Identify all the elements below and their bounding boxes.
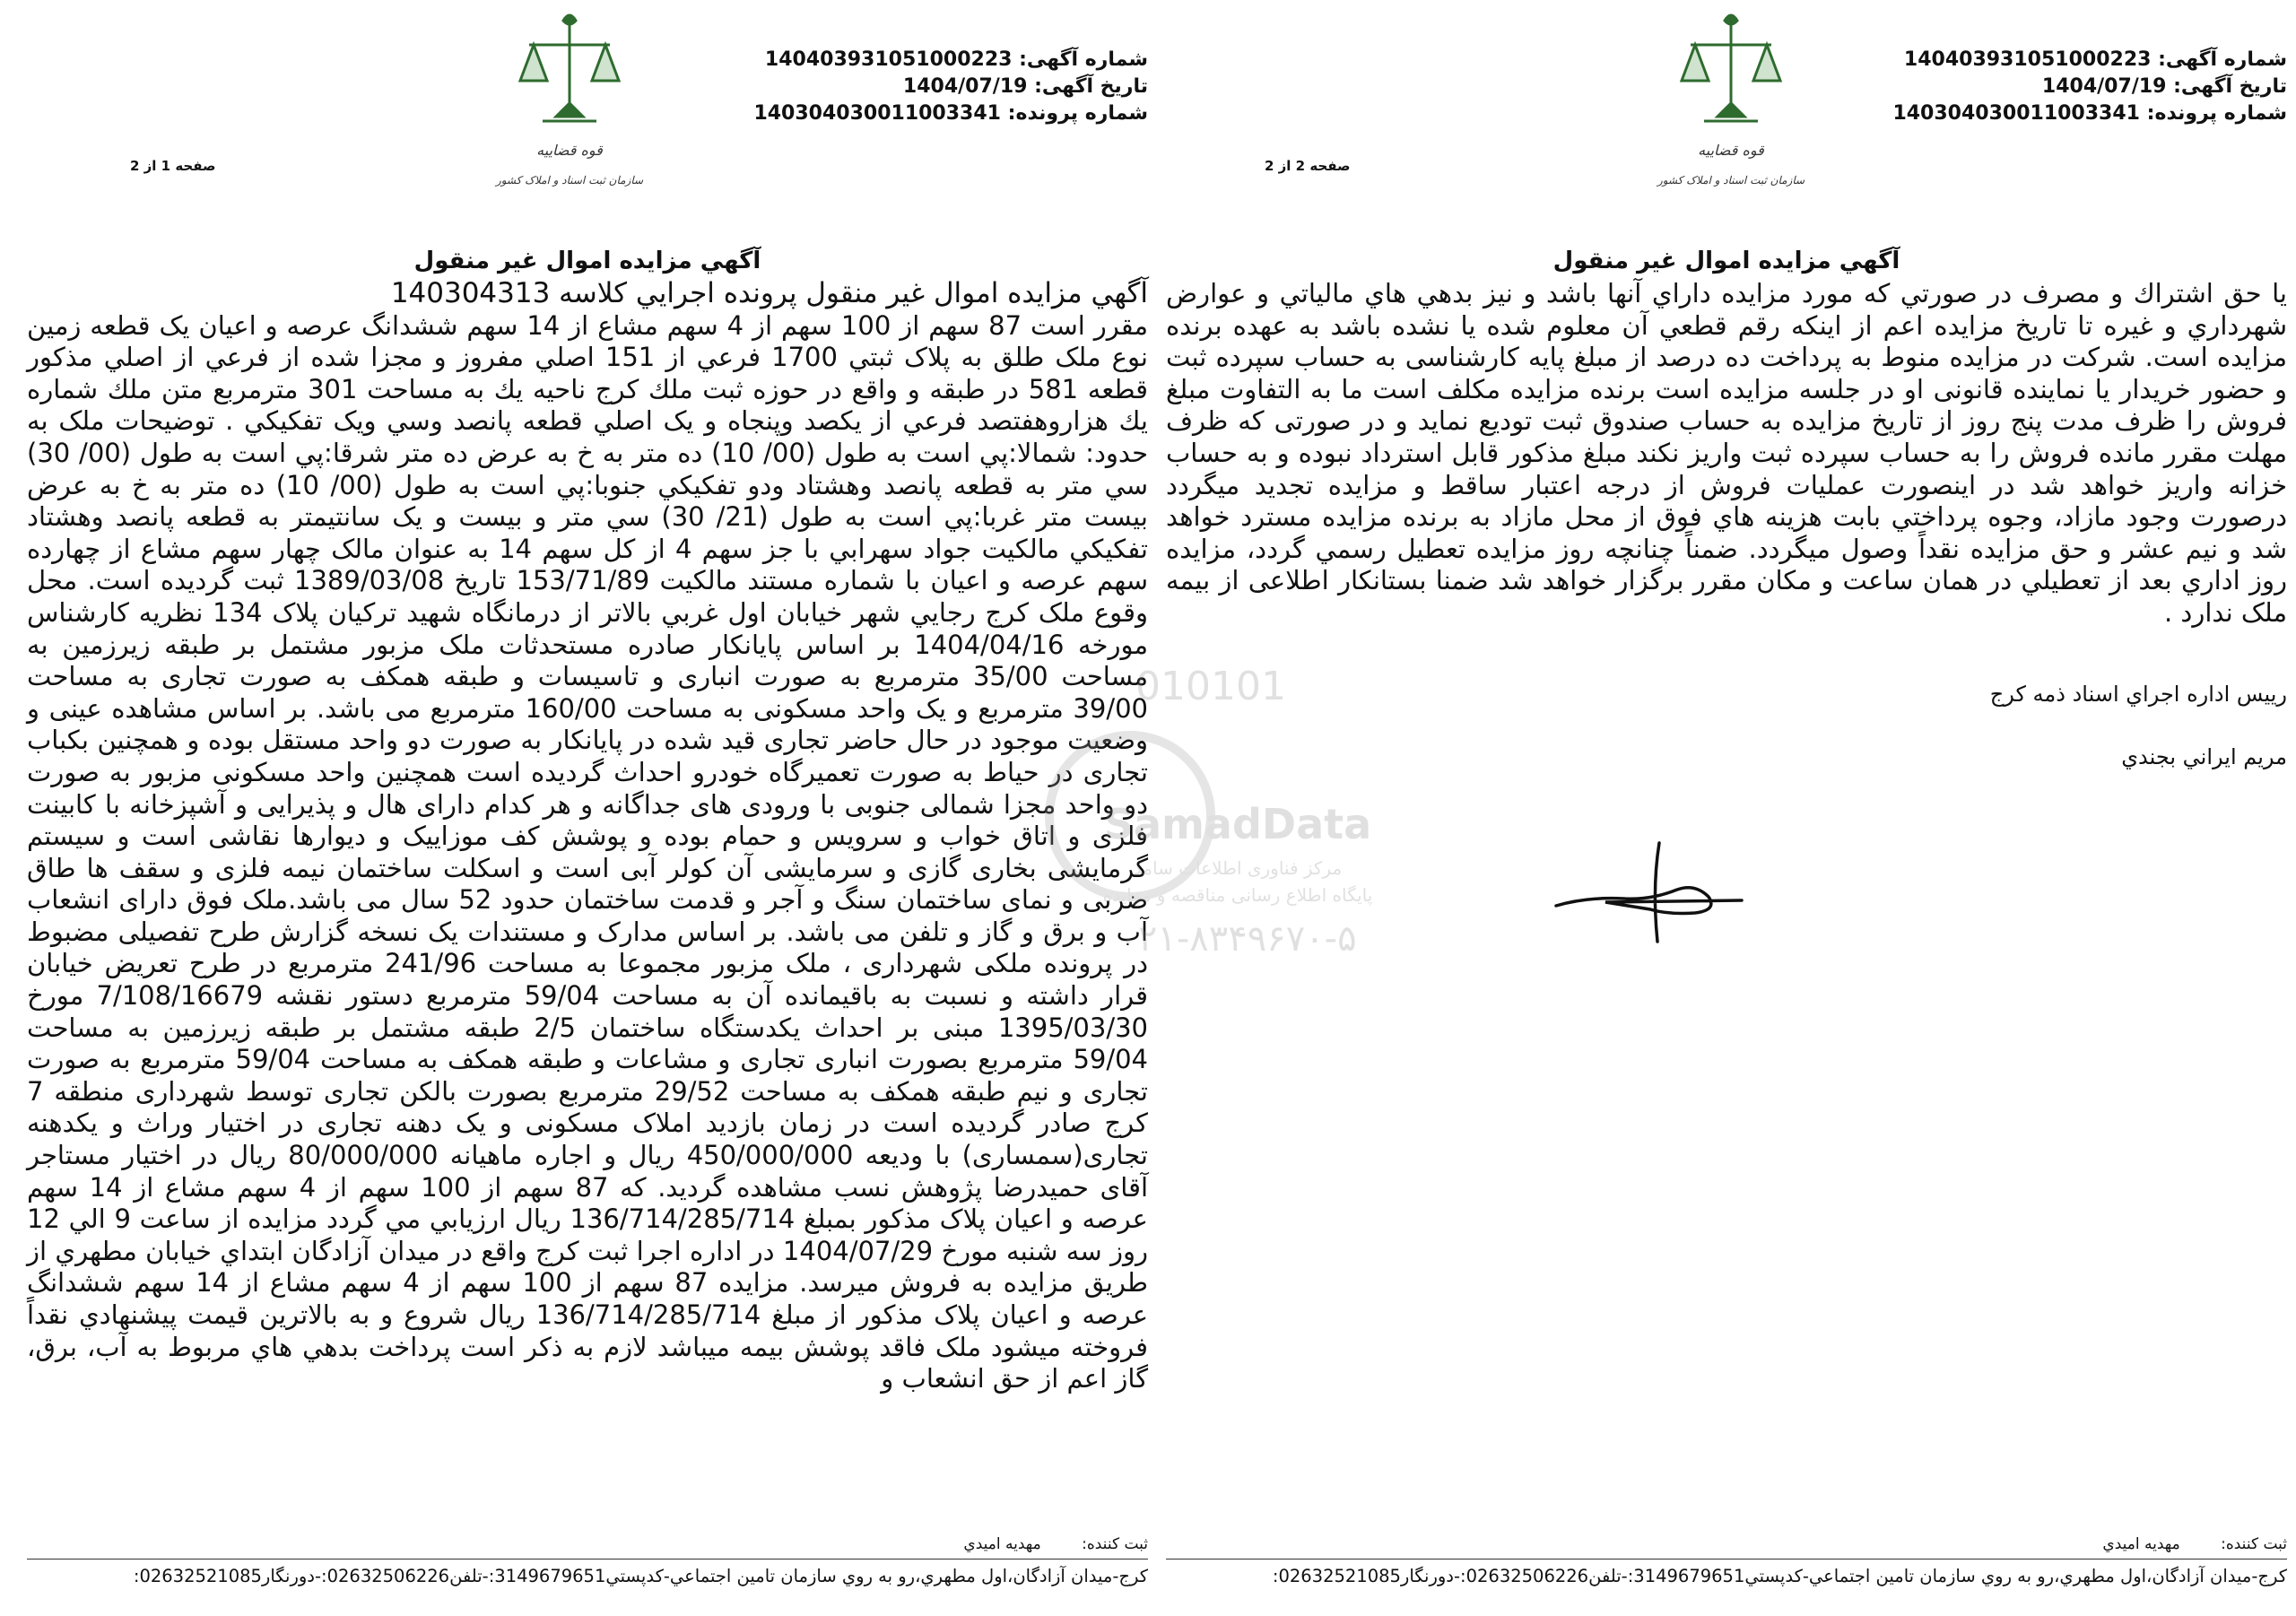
- case-number-row: [1892, 100, 2287, 127]
- notice-text: يا حق اشتراك و مصرف در صورتي كه مورد مزايده داراي آنها باشد و نيز بدهي هاي مالياتي و عوارض شهرداري و غيره تا تاريخ مزايده اعم از اينكه رقم قطعي آن معلوم شده يا نشده باشد به عهده برنده مزايده است. شرکت در مزايده منوط به پرداخت ده درصد از مبلغ پايه کارشناسی به حساب سپرده ثبت و حضور خريدار يا نماينده قانونی او در جلسه مزايده است برنده مزايده مکلف است ما به التفاوت مبلغ فروش را ظرف مدت پنج روز از تاريخ مزايده به حساب صندوق ثبت توديع نمايد و در صورتی که ظرف مهلت مقرر مانده فروش را به حساب سپرده ثبت واريز نكند مبلغ مذكور قابل استرداد نبوده و به حساب خزانه واريز خواهد شد در اينصورت عمليات فروش از درجه اعتبار ساقط و مزايده تجديد ميگردد درصورت وجود مازاد، وجوه پرداختي بابت هزينه هاي فوق از محل مازاد به برنده مزايده مسترد خواهد شد و نيم عشر و حق مزايده نقداً وصول ميگردد. ضمناً چنانچه روز مزايده تعطيل رسمي گردد، مزايده روز اداري بعد از تعطيلي در همان ساعت و مكان مقرر برگزار خواهد شد ضمنا بستانکار اطلاعی از بيمه ملک ندارد .: [1166, 278, 2287, 628]
- ad-date-row: [1892, 74, 2287, 100]
- notice-body: [1166, 278, 2287, 630]
- registrar-label: ثبت کننده:: [1082, 1535, 1148, 1553]
- svg-text:پایگاه اطلاع رسانی مناقصه و مز: پایگاه اطلاع رسانی مناقصه و مزایده: [1102, 884, 1373, 906]
- judiciary-emblem-icon: [1655, 4, 1807, 211]
- case-number: 140304030011003341: [1892, 102, 2140, 125]
- case-number-row: [753, 100, 1148, 127]
- registrar-name: مهديه اميدي: [963, 1535, 1041, 1553]
- svg-text:SamadData: SamadData: [1103, 800, 1372, 848]
- footer-address: کرج-ميدان آزادگان،اول مطهري،رو به روي سازمان تامين اجتماعي-کدپستي3149679651:-تلفن02632506226:-دورنگار02632521085:: [1272, 1566, 2287, 1586]
- svg-text:سازمان ثبت اسناد و املاک کشور: سازمان ثبت اسناد و املاک کشور: [1657, 174, 1805, 187]
- ad-date-label: تاریخ آگهی:: [1034, 75, 1148, 98]
- svg-text:قوه قضاییه: قوه قضاییه: [536, 142, 603, 159]
- handwritten-signature-icon: [1552, 834, 1749, 960]
- signer-name: مريم ايراني بجندي: [2121, 744, 2287, 769]
- ad-number-label: شماره آگهی:: [2158, 48, 2287, 71]
- registrar-label: ثبت کننده:: [2221, 1535, 2287, 1553]
- footer-divider: [1166, 1559, 2287, 1560]
- notice-title: آگهي مزايده اموال غير منقول: [1552, 248, 1900, 274]
- notice-meta: [753, 47, 1148, 127]
- notice-lead: آگهي مزايده اموال غير منقول پرونده اجرايي كلاسه 140304313: [390, 277, 1148, 309]
- registrar: [2102, 1535, 2287, 1553]
- notice-meta: [1892, 47, 2287, 127]
- notice-text: مقرر است 87 سهم از 100 سهم از 4 سهم مشاع از 14 سهم ششدانگ عرصه و اعيان يک قطعه زمين نوع ملک طلق به پلاک ثبتي 1700 فرعي از 151 اصلي مفروز و مجزا شده از فرعي از اصلي مذكور قطعه 581 در طبقه و واقع در حوزه ثبت ملك كرج ناحيه يك به مساحت 301 مترمربع متن ملك شماره يك هزاروهفتصد فرعي از يكصد وپنجاه و يک اصلي قطعه پانصد وسي ويک تفکيکي . توضيحات ملک به حدود: شمالا:پي است به طول (00/ 10) ده متر به خ به عرض ده متر شرقا:پي است به طول (00/ 30) سي متر به قطعه پانصد وهشتاد ودو تفکيکي جنوبا:پي است به طول (00/ 10) ده متر به خ به عرض بيست متر غربا:پي است به طول (21/ 30) سي متر و بيست و يک سانتيمتر به قطعه پانصد وهشتاد تفکيکي مالکيت جواد سهرابي با جز سهم 4 از کل سهم 14 به عنوان مالک چهار سهم مشاع از چهارده سهم عرصه و اعيان با شماره مستند مالکيت 153/71/89 تاريخ 1389/03/08 ثبت گرديده است. محل وقوع ملک کرج رجايي شهر خيابان اول غربي بالاتر از درمانگاه شهيد ترکيان پلاک 134 نظريه کارشناس مورخه 1404/04/16 بر اساس پايانکار صادره مستحدثات ملک مزبور مشتمل بر طبقه زيرزمين به مساحت 35/00 مترمربع به صورت انباری و تاسيسات و طبقه همکف به صورت تجاری به مساحت 39/00 مترمربع و يک واحد مسکونی به مساحت 160/00 مترمربع می باشد. بر اساس مشاهده عينی و وضعيت موجود در حال حاضر تجاری قيد شده در پايانکار به صورت دو واحد مستقل بوده و همچنين بکباب تجاری در حياط به صورت تعميرگاه خودرو احداث گرديده است همچنين واحد مسکونی مزبور به صورت دو واحد مجزا شمالی جنوبی با ورودی های جداگانه و هر کدام دارای هال و پذيرايی و آشپزخانه با کابينت فلزی و اتاق خواب و سرويس و حمام بوده و پوشش کف موزاييک و ديوارها نقاشی است و سيستم گرمايشی بخاری گازی و سرمايشی آن کولر آبی است و اسکلت ساختمان نيمه فلزی و سقف ها طاق ضربی و نمای ساختمان سنگ و آجر و قدمت ساختمان حدود 52 سال می باشد.ملک فوق دارای انشعاب آب و برق و گاز و تلفن می باشد. بر اساس مدارک و مستندات يک نسخه گزارش طرح تفصيلی مضبوط در پرونده ملکی شهرداری ، ملک مزبور مجموعا به مساحت 241/96 مترمربع در طرح تعريض خيابان قرار داشته و نسبت به باقيمانده آن به مساحت 59/04 مترمربع دستور نقشه 7/108/16679 مورخ 1395/03/30 مبنی بر احداث يکدستگاه ساختمان 2/5 طبقه مشتمل بر طبقه زيرزمين به مساحت 59/04 مترمربع بصورت انباری تجاری و مشاعات و طبقه همکف به مساحت 59/04 مترمربع به صورت تجاری و نيم طبقه همکف به مساحت 29/52 مترمربع بصورت بالکن تجاری توسط شهرداری منطقه 7 کرج صادر گرديده است در زمان بازديد املاک مسکونی و يک دهنه تجاری در اختيار وراث و يکدهنه تجاری(سمساری) با وديعه 450/000/000 ريال و اجاره ماهيانه 80/000/000 ريال در اختيار مستاجر آقای حميدرضا پژوهش نسب مشاهده گرديد. که 87 سهم از 100 سهم از 4 سهم مشاع از 14 سهم عرصه و اعيان پلاک مذکور بمبلغ 136/714/285/714 ريال ارزيابي مي گردد مزايده از ساعت 9 الي 12 روز سه شنبه مورخ 1404/07/29 در اداره اجرا ثبت کرج واقع در ميدان آزادگان ابتداي خيابان مطهري از طريق مزايده به فروش ميرسد. مزايده 87 سهم از 100 سهم از 4 سهم مشاع از 14 سهم ششدانگ عرصه و اعيان پلاک مذكور از مبلغ 136/714/285/714 ريال شروع و به بالاترين قيمت پيشنهادي نقداً فروخته ميشود ملک فاقد پوشش بيمه ميباشد لازم به ذكر است پرداخت بدهي هاي مربوط به آب، برق، گاز اعم از حق انشعاب و: [27, 309, 1149, 1394]
- svg-text:مرکز فناوری اطلاعات سامد: مرکز فناوری اطلاعات سامد: [1133, 857, 1343, 879]
- case-number-label: شماره پرونده:: [1007, 102, 1148, 125]
- case-number-label: شماره پرونده:: [2146, 102, 2287, 125]
- notice-body: [27, 278, 1148, 1395]
- notice-page-1: [27, 0, 1148, 1616]
- judiciary-emblem-icon: [493, 4, 646, 211]
- samaddata-watermark-icon: [1013, 664, 1408, 1004]
- case-number: 140304030011003341: [753, 102, 1001, 125]
- ad-number: 140403931051000223: [764, 48, 1013, 71]
- footer-divider: [27, 1559, 1148, 1560]
- registrar: [963, 1535, 1148, 1553]
- svg-text:سازمان ثبت اسناد و املاک کشور: سازمان ثبت اسناد و املاک کشور: [495, 174, 644, 187]
- registrar-name: مهديه اميدي: [2102, 1535, 2180, 1553]
- svg-text:قوه قضاییه: قوه قضاییه: [1698, 142, 1764, 159]
- page-number: صفحه 2 از 2: [1265, 158, 1351, 174]
- ad-date-label: تاریخ آگهی:: [2173, 75, 2287, 98]
- ad-date-row: [753, 74, 1148, 100]
- svg-text:۰۲۱-۸۳۴۹۶۷۰-۵: ۰۲۱-۸۳۴۹۶۷۰-۵: [1118, 918, 1357, 960]
- footer-address: کرج-ميدان آزادگان،اول مطهري،رو به روي سازمان تامين اجتماعي-کدپستي3149679651:-تلفن02632506226:-دورنگار02632521085:: [133, 1566, 1148, 1586]
- ad-number: 140403931051000223: [1903, 48, 2152, 71]
- svg-text:010101: 010101: [1135, 664, 1286, 709]
- page-number: صفحه 1 از 2: [130, 158, 216, 174]
- signer-title: رييس اداره اجراي اسناد ذمه كرج: [1989, 682, 2287, 707]
- ad-date: 1404/07/19: [2041, 75, 2167, 98]
- notice-title: آگهي مزايده اموال غير منقول: [413, 248, 761, 274]
- ad-number-row: [753, 47, 1148, 74]
- ad-number-label: شماره آگهی:: [1019, 48, 1148, 71]
- ad-number-row: [1892, 47, 2287, 74]
- ad-date: 1404/07/19: [902, 75, 1028, 98]
